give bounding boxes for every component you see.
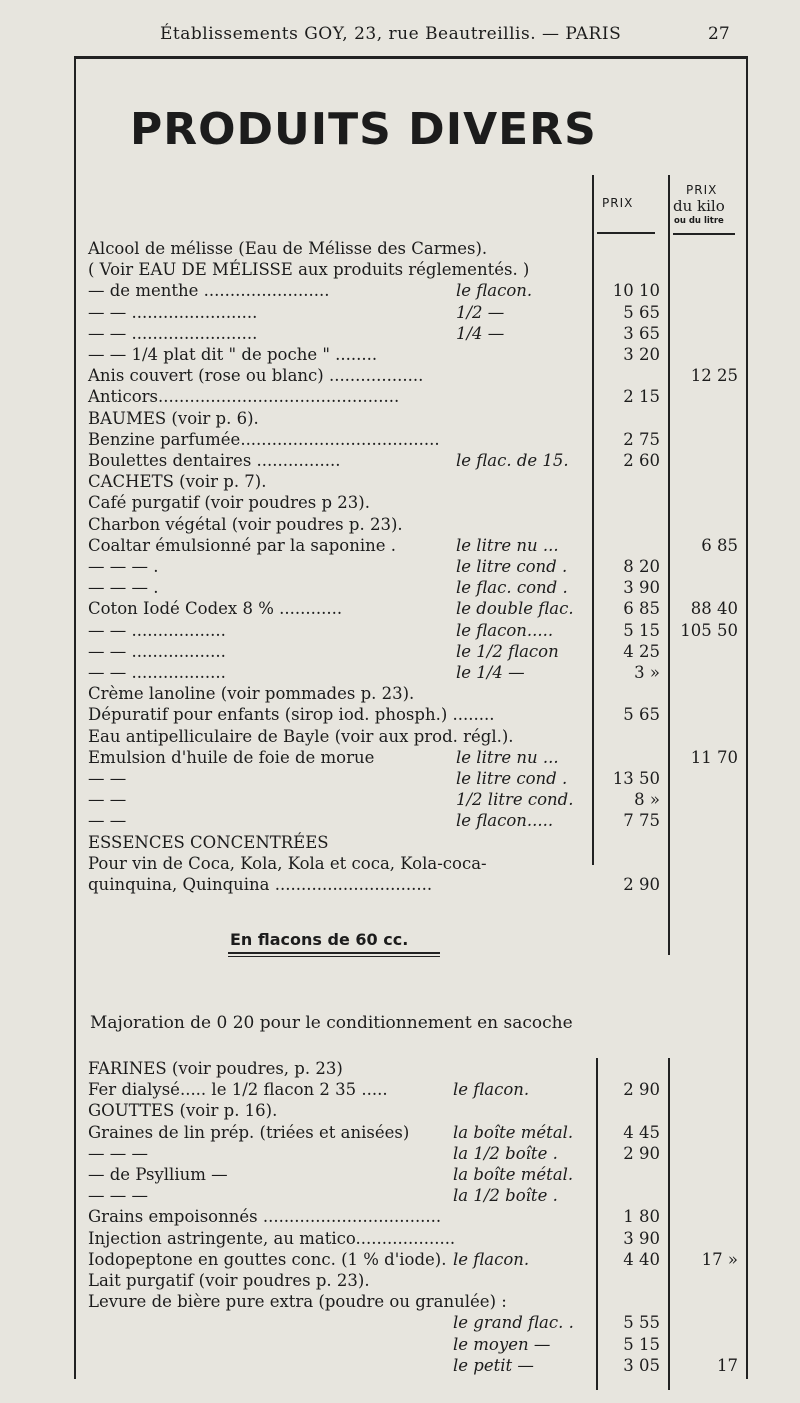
list-item	[88, 492, 588, 514]
item-label: Café purgatif (voir poudres p 23).	[88, 493, 370, 513]
list-item	[88, 1228, 588, 1250]
item-unit: le moyen —	[453, 1334, 551, 1354]
price-per-kilo: 17	[717, 1355, 738, 1375]
item-label: — — ..................	[88, 663, 226, 682]
item-unit: 1/2 —	[456, 302, 505, 322]
col-header-prix: PRIX	[602, 196, 634, 210]
list-item	[88, 429, 588, 451]
item-label: Emulsion d'huile de foie de morue	[88, 747, 375, 767]
price: 5 65	[623, 302, 660, 322]
underline	[228, 952, 440, 954]
item-label: — —	[88, 769, 127, 788]
item-label: — — ........................	[88, 323, 258, 343]
list-item	[88, 1100, 588, 1122]
list-item	[88, 556, 588, 578]
item-label: ESSENCES CONCENTRÉES	[88, 832, 329, 852]
list-item	[88, 535, 588, 557]
list-item	[88, 1334, 588, 1356]
item-unit: le 1/4 —	[456, 663, 525, 682]
list-item	[88, 768, 588, 790]
item-label: ( Voir EAU DE MÉLISSE aux produits réglementés. )	[88, 260, 530, 280]
item-unit: le flac. de 15.	[456, 451, 569, 470]
price: 5 65	[623, 705, 660, 725]
price: 2 90	[623, 875, 660, 894]
item-unit: la 1/2 boîte .	[453, 1186, 558, 1206]
list-item	[88, 1185, 588, 1207]
item-label: FARINES (voir poudres, p. 23)	[88, 1059, 343, 1078]
price-per-kilo: 6 85	[701, 535, 738, 555]
list-item	[88, 726, 588, 748]
list-item	[88, 238, 588, 260]
item-label: Benzine parfumée......................................	[88, 429, 440, 449]
item-label: Grains empoisonnés ..................................	[88, 1207, 442, 1227]
item-label: Boulettes dentaires ................	[88, 451, 341, 470]
price: 13 50	[612, 769, 660, 788]
item-label: Crème lanoline (voir pommades p. 23).	[88, 684, 415, 704]
item-unit: le flacon.	[453, 1249, 530, 1269]
list-item	[88, 577, 588, 599]
price: 2 90	[623, 1143, 660, 1163]
item-unit: le litre cond .	[456, 769, 568, 788]
item-label: Lait purgatif (voir poudres p. 23).	[88, 1271, 370, 1290]
item-label: CACHETS (voir p. 7).	[88, 472, 267, 492]
list-item	[88, 620, 588, 642]
item-label: — —	[88, 811, 127, 831]
list-item	[88, 1058, 588, 1080]
item-label: — — ........................	[88, 302, 258, 322]
item-unit: le petit —	[453, 1355, 534, 1375]
price: 2 90	[623, 1080, 660, 1100]
item-label: — de menthe ........................	[88, 281, 330, 301]
list-item	[88, 641, 588, 663]
item-label: — — ..................	[88, 641, 226, 661]
item-unit: le litre nu ...	[456, 747, 559, 767]
price: 8 »	[634, 790, 660, 810]
item-unit: la boîte métal.	[453, 1122, 574, 1142]
price-per-kilo: 88 40	[690, 599, 738, 619]
price: 3 90	[623, 578, 660, 598]
list-item	[88, 1143, 588, 1165]
list-item	[88, 386, 588, 408]
item-label: BAUMES (voir p. 6).	[88, 408, 259, 428]
item-unit: le grand flac. .	[453, 1313, 574, 1333]
list-item	[88, 259, 588, 281]
item-unit: la boîte métal.	[453, 1165, 574, 1184]
item-unit: le flacon.	[453, 1080, 530, 1100]
list-item	[88, 598, 588, 620]
item-label: Alcool de mélisse (Eau de Mélisse des Carmes).	[88, 239, 488, 258]
list-item	[88, 1249, 588, 1271]
item-unit: le double flac.	[456, 599, 574, 619]
price: 3 65	[623, 323, 660, 343]
item-label: Graines de lin prép. (triées et anisées)	[88, 1122, 410, 1142]
item-unit: 1/2 litre cond.	[456, 790, 574, 810]
item-unit: la 1/2 boîte .	[453, 1143, 558, 1163]
page-number: 27	[708, 24, 730, 44]
price: 4 45	[623, 1122, 660, 1142]
item-unit: le flacon.	[456, 281, 533, 301]
item-unit: le 1/2 flacon	[456, 641, 559, 661]
item-label: Fer dialysé..... le 1/2 flacon 2 35 .....	[88, 1080, 388, 1100]
item-label: Coaltar émulsionné par la saponine .	[88, 535, 397, 555]
price: 5 15	[623, 620, 660, 640]
item-label: — — —	[88, 1143, 148, 1163]
list-item	[88, 323, 588, 345]
list-item	[88, 747, 588, 769]
item-unit: 1/4 —	[456, 323, 505, 343]
price: 5 15	[623, 1334, 660, 1354]
subtitle: En flacons de 60 cc.	[230, 930, 409, 949]
item-label: Coton Iodé Codex 8 % ............	[88, 599, 343, 619]
item-label: GOUTTES (voir p. 16).	[88, 1101, 278, 1121]
item-unit: le flac. cond .	[456, 578, 568, 598]
list-item	[88, 683, 588, 705]
item-label: Anticors..............................................	[88, 387, 400, 407]
item-label: Charbon végétal (voir poudres p. 23).	[88, 514, 403, 534]
price-per-kilo: 105 50	[680, 620, 738, 640]
item-label: — —	[88, 790, 127, 810]
price: 5 55	[623, 1313, 660, 1333]
item-unit: le flacon.....	[456, 620, 554, 640]
column-divider	[592, 175, 594, 865]
col-header-du-kilo: du kilo	[673, 197, 725, 215]
item-label: — de Psyllium —	[88, 1165, 228, 1184]
running-header: Établissements GOY, 23, rue Beautreillis. — PARIS	[160, 24, 622, 44]
list-item	[88, 853, 588, 875]
column-divider	[596, 1058, 598, 1390]
price: 3 20	[623, 345, 660, 364]
page-title: PRODUITS DIVERS	[130, 104, 597, 155]
column-divider	[668, 1058, 670, 1390]
item-label: — — ..................	[88, 620, 226, 640]
price: 4 40	[623, 1249, 660, 1269]
list-item	[88, 514, 588, 536]
item-label: — — — .	[88, 557, 159, 576]
list-item	[88, 810, 588, 832]
item-label: Eau antipelliculaire de Bayle (voir aux prod. régl.).	[88, 726, 514, 746]
underline	[228, 956, 440, 957]
list-item	[88, 832, 588, 854]
list-item	[88, 408, 588, 430]
list-item	[88, 789, 588, 811]
item-label: quinquina, Quinquina ..............................	[88, 875, 433, 894]
item-label: Iodopeptone en gouttes conc. (1 % d'iode).	[88, 1249, 447, 1269]
item-unit: le flacon.....	[456, 811, 554, 831]
header-rule	[673, 233, 735, 235]
item-label: Anis couvert (rose ou blanc) ..................	[88, 366, 424, 386]
list-item	[88, 1312, 588, 1334]
price: 2 60	[623, 451, 660, 470]
list-item	[88, 450, 588, 472]
col-header-prix-kilo: PRIX	[686, 183, 718, 197]
price: 10 10	[612, 281, 660, 301]
item-label: Injection astringente, au matico...................	[88, 1228, 456, 1248]
list-item	[88, 1291, 588, 1313]
list-item	[88, 365, 588, 387]
list-item	[88, 471, 588, 493]
price: 3 90	[623, 1228, 660, 1248]
price-per-kilo: 12 25	[690, 366, 738, 386]
price: 8 20	[623, 557, 660, 576]
item-label: — — 1/4 plat dit " de poche " ........	[88, 345, 378, 364]
price: 2 75	[623, 429, 660, 449]
packaging-note: Majoration de 0 20 pour le conditionnement en sacoche	[90, 1013, 573, 1033]
item-label: — — —	[88, 1186, 148, 1206]
item-unit: le litre cond .	[456, 557, 568, 576]
list-item	[88, 302, 588, 324]
item-label: — — — .	[88, 578, 159, 598]
item-label: Levure de bière pure extra (poudre ou granulée) :	[88, 1292, 507, 1312]
price: 6 85	[623, 599, 660, 619]
price: 3 »	[634, 663, 660, 682]
price: 2 15	[623, 387, 660, 407]
list-item	[88, 874, 588, 896]
list-item	[88, 1355, 588, 1377]
item-label: Dépuratif pour enfants (sirop iod. phosph.) ........	[88, 705, 495, 725]
list-item	[88, 1079, 588, 1101]
price: 4 25	[623, 641, 660, 661]
list-item	[88, 1164, 588, 1186]
item-label: Pour vin de Coca, Kola, Kola et coca, Kola-coca-	[88, 853, 487, 873]
col-header-ou-litre: ou du litre	[674, 216, 724, 226]
list-item	[88, 1270, 588, 1292]
header-rule	[597, 232, 655, 234]
column-divider	[668, 175, 670, 955]
price-per-kilo: 17 »	[701, 1249, 738, 1269]
price: 1 80	[623, 1207, 660, 1227]
price: 7 75	[623, 811, 660, 831]
list-item	[88, 1206, 588, 1228]
list-item	[88, 704, 588, 726]
list-item	[88, 344, 588, 366]
list-item	[88, 1122, 588, 1144]
list-item	[88, 280, 588, 302]
list-item	[88, 662, 588, 684]
price: 3 05	[623, 1355, 660, 1375]
item-unit: le litre nu ...	[456, 535, 559, 555]
price-per-kilo: 11 70	[690, 747, 738, 767]
